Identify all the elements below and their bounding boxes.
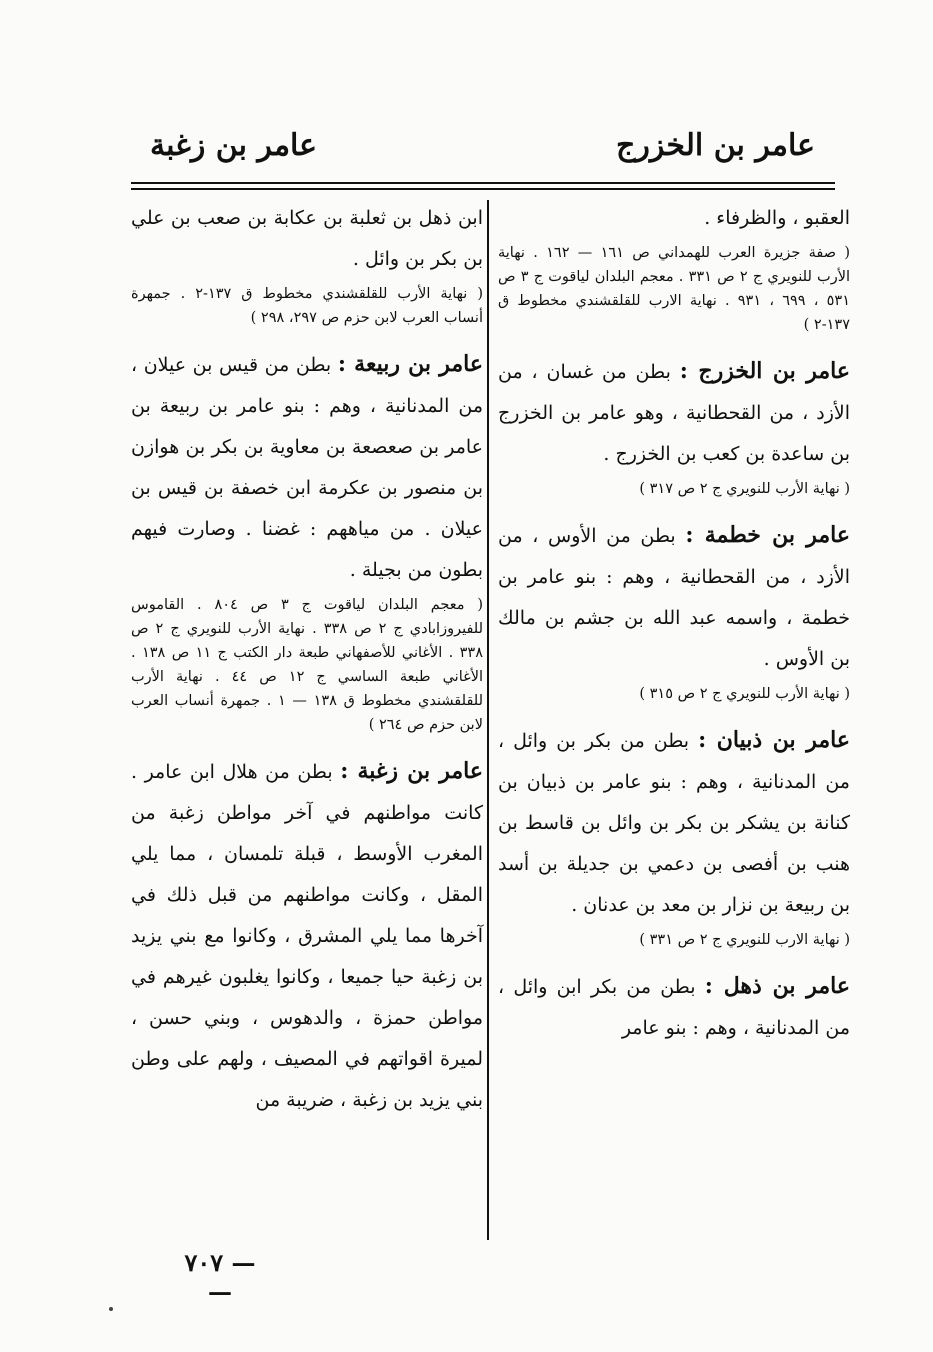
reference-note: ( نهاية الارب للنويري ج ٢ ص ٣٣١ ) — [639, 932, 850, 948]
entry-body: بطن من بكر ابن وائل ، من المدنانية ، وهم : بنو عامر — [498, 976, 850, 1039]
header-rule-top — [131, 182, 835, 184]
entry-body: بطن من بكر بن وائل ، من المدنانية ، وهم : بنو عامر بن ذبيان بن كنانة بن يشكر بن بكر بن وائل بن قاسط بن هنب بن أفصى بن دعمي بن جديلة بن أسد بن ربيعة بن نزار بن معد بن عدنان . — [498, 730, 850, 916]
entry-body: بطن من الأوس ، من الأزد ، من القحطانية ، وهم : بنو عامر بن خطمة ، واسمه عبد الله بن جشم بن مالك بن الأوس . — [498, 525, 850, 670]
running-header-right: عامر بن الخزرج — [616, 128, 815, 163]
entry-heading: عامر بن ربيعة : — [337, 351, 483, 377]
entry-paragraph — [498, 966, 850, 1049]
entry-paragraph — [131, 751, 483, 1121]
entry-heading: عامر بن الخزرج : — [679, 358, 850, 384]
entry-heading: عامر بن ذهل : — [704, 973, 851, 999]
entry-spacer — [498, 341, 850, 351]
entry-body: بطن من هلال ابن عامر . كانت مواطنهم في آخر مواطن زغبة من المغرب الأوسط ، قبلة تلمسان ، مما يلي المقل ، وكانت مواطنهم من قبل ذلك في آخرها مما يلي المشرق ، وكانوا مع بني يزيد بن زغبة حيا جميعا ، وكانوا يغلبون غيرهم في مواطن حمزة ، والدهوس ، وبني حسن ، لميرة اقواتهم في المصيف ، ولهم على وطن بني يزيد بن زغبة ، ضريبة من — [131, 761, 483, 1111]
page-number: — ٧٠٧ — — [184, 1248, 256, 1306]
entry-heading: عامر بن خطمة : — [685, 522, 850, 548]
entry-spacer — [498, 956, 850, 966]
continuation-text: العقبو ، والظرفاء . — [704, 207, 850, 229]
column-divider — [487, 200, 489, 1240]
entry-spacer — [131, 334, 483, 344]
entry-paragraph — [498, 351, 850, 475]
entry-spacer — [498, 710, 850, 720]
reference-note: ( صفة جزيرة العرب للهمداني ص ١٦١ — ١٦٢ . نهاية الأرب للنويري ج ٢ ص ٣٣١ . معجم البلدان لياقوت ج ٣ ص ٥٣١ ، ٦٩٩ ، ٩٣١ . نهاية الارب للقلقشندي مخطوط ق ١٣٧-٢ ) — [498, 245, 851, 333]
running-header-left: عامر بن زغبة — [150, 128, 318, 163]
entry-spacer — [131, 741, 483, 751]
left-column — [131, 198, 483, 1121]
entry-heading: عامر بن ذبيان : — [698, 727, 850, 753]
print-speck — [109, 1307, 113, 1311]
right-column — [498, 198, 850, 1049]
reference-note: ( نهاية الأرب للنويري ج ٢ ص ٣١٥ ) — [639, 686, 850, 702]
entry-heading: عامر بن زغبة : — [340, 758, 483, 784]
entry-paragraph — [498, 515, 850, 680]
entry-spacer — [498, 505, 850, 515]
entry-body: بطن من غسان ، من الأزد ، من القحطانية ، وهو عامر بن الخزرج بن ساعدة بن كعب بن الخزرج . — [498, 361, 850, 465]
reference-note: ( نهاية الأرب للنويري ج ٢ ص ٣١٧ ) — [639, 481, 850, 497]
continuation-text: ابن ذهل بن ثعلبة بن عكابة بن صعب بن علي بن بكر بن وائل . — [131, 207, 483, 270]
reference-note: ( نهاية الأرب للقلقشندي مخطوط ق ١٣٧-٢ . جمهرة أنساب العرب لابن حزم ص ٢٩٧، ٢٩٨ ) — [131, 286, 483, 326]
entry-body: بطن من قيس بن عيلان ، من المدنانية ، وهم : بنو عامر بن ربيعة بن عامر بن صعصعة بن معاوية بن بكر بن هوازن بن منصور بن عكرمة ابن خصفة بن قيس بن عيلان . من مياههم : غضنا . وصارت فيهم بطون من بجيلة . — [131, 354, 483, 581]
entry-paragraph — [131, 344, 483, 591]
entry-paragraph — [498, 720, 850, 926]
header-rule-bottom — [131, 188, 835, 190]
reference-note: ( معجم البلدان لياقوت ج ٣ ص ٨٠٤ . القاموس للفيروزابادي ج ٢ ص ٣٣٨ . نهاية الأرب للنويري ج ٢ ص ٣٣٨ . الأغاني للأصفهاني طبعة دار الكتب ج ١١ ص ١٣٨ . الأغاني طبعة الساسي ج ١٢ ص ٤٤ . نهاية الأرب للقلقشندي مخطوط ق ١٣٨ — ١ . جمهرة أنساب العرب لابن حزم ص ٢٦٤ ) — [131, 597, 484, 733]
